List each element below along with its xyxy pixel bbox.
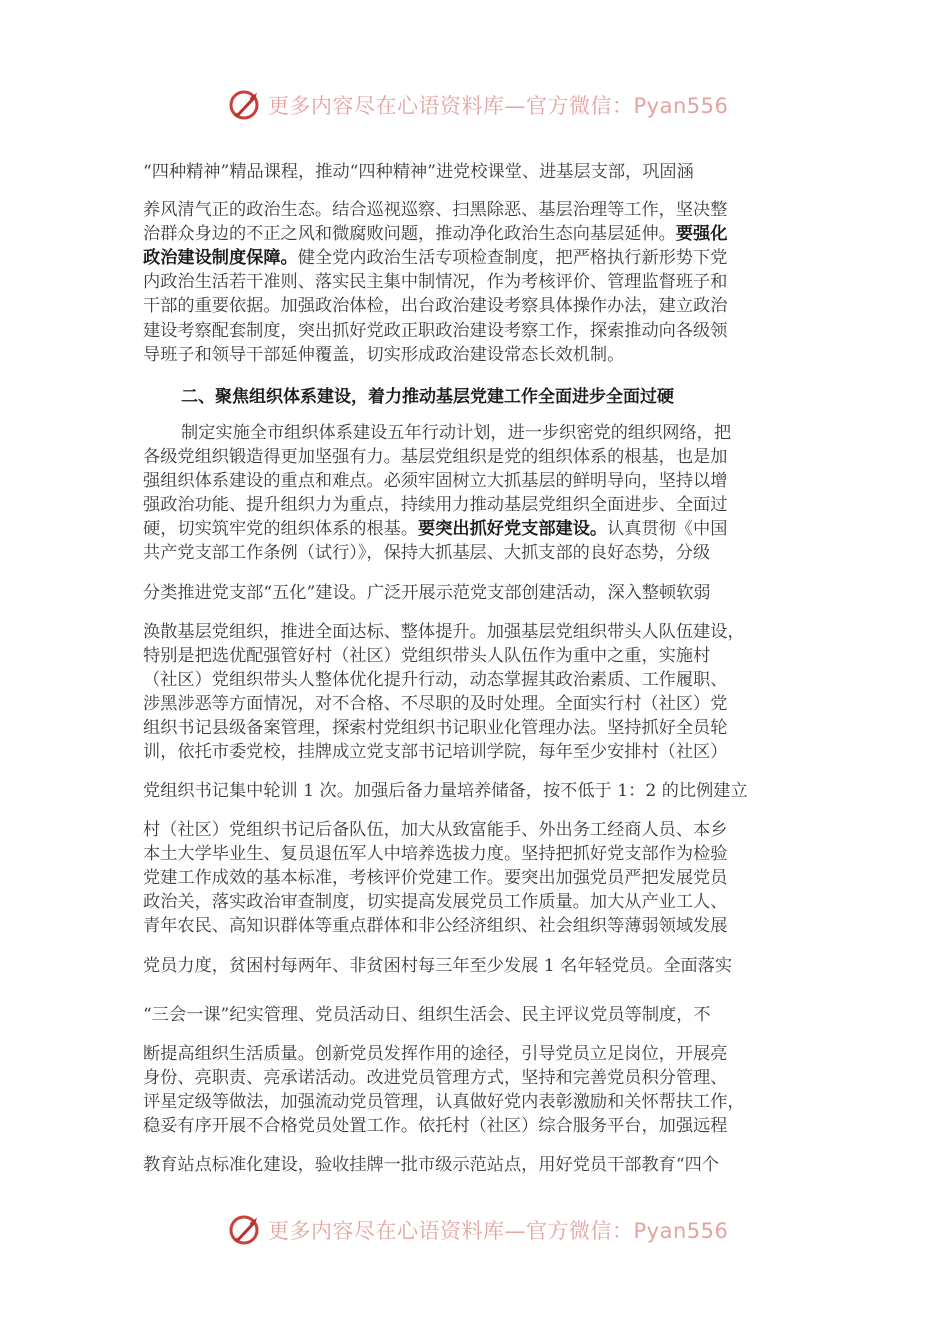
text-line (143, 740, 813, 764)
text-segment: 本土大学毕业生、复员退伍军人中培养选拔力度。坚持把抓好党支部作为检验 (143, 844, 728, 864)
text-segment: 身份、亮职责、亮承诺活动。改进党员管理方式，坚持和完善党员积分管理、 (143, 1068, 728, 1088)
text-line (143, 493, 813, 517)
text-line (143, 668, 813, 692)
text-segment: 党组织书记集中轮训 1 次。加强后备力量培养储备，按不低于 1：2 的比例建立 (143, 781, 748, 801)
text-line (143, 198, 813, 222)
text-segment: 稳妥有序开展不合格党员处置工作。依托村（社区）综合服务平台，加强远程 (143, 1116, 728, 1136)
text-segment: 涣散基层党组织，推进全面达标、整体提升。加强基层党组织带头人队伍建设， (143, 622, 745, 642)
text-segment: 硬，切实筑牢党的组织体系的根基。 (143, 519, 419, 539)
text-segment: 断提高组织生活质量。创新党员发挥作用的途径，引导党员立足岗位，开展亮 (143, 1044, 728, 1064)
footer-banner-text: 更多内容尽在心语资料库—官方微信：Pyan556 (268, 1219, 729, 1243)
text-segment: 涉黑涉恶等方面情况，对不合格、不尽职的及时处理。全面实行村（社区）党 (143, 694, 728, 714)
text-line (143, 343, 813, 367)
text-line (181, 421, 813, 445)
text-segment: 强政治功能、提升组织力为重点，持续用力推动基层党组织全面进步、全面过 (143, 495, 728, 515)
text-segment: 治群众身边的不正之风和微腐败问题，推动净化政治生态向基层延伸。 (143, 224, 676, 244)
bold-text-segment: 要强化 (675, 224, 728, 244)
text-line (143, 1114, 813, 1138)
text-segment: 党建工作成效的基本标准，考核评价党建工作。要突出加强党员严把发展党员 (143, 868, 728, 888)
text-segment: 共产党支部工作条例（试行）》，保持大抓基层、大抓支部的良好态势，分级 (143, 543, 711, 563)
text-line (143, 914, 813, 938)
text-line (143, 620, 813, 644)
text-segment: （社区）党组织带头人整体优化提升行动，动态掌握其政治素质、工作履职、 (143, 670, 728, 690)
text-line (143, 644, 813, 668)
text-segment: 青年农民、高知识群体等重点群体和非公经济组织、社会组织等薄弱领域发展 (143, 916, 728, 936)
bold-text-segment: 政治建设制度保障。 (143, 248, 298, 268)
text-segment: 干部的重要依据。加强政治体检，出台政治建设考察具体操作办法，建立政治 (143, 296, 728, 316)
text-segment: 强组织体系建设的重点和难点。必须牢固树立大抓基层的鲜明导向，坚持以增 (143, 471, 728, 491)
text-line (143, 517, 813, 541)
text-line (143, 692, 813, 716)
text-line (143, 294, 813, 318)
text-line (143, 866, 813, 890)
text-segment: 认真贯彻《中国 (607, 519, 728, 539)
text-line (143, 270, 813, 294)
text-segment: 组织书记县级备案管理，探索村党组织书记职业化管理办法。坚持抓好全员轮 (143, 718, 728, 738)
text-segment: 各级党组织锻造得更加坚强有力。基层党组织是党的组织体系的根基，也是加 (143, 447, 728, 467)
text-line (143, 954, 813, 978)
header-banner (228, 86, 748, 124)
text-segment: 导班子和领导干部延伸覆盖，切实形成政治建设常态长效机制。 (143, 345, 625, 365)
text-line (143, 1042, 813, 1066)
bold-text-segment: 要突出抓好党支部建设。 (418, 519, 608, 539)
text-segment: “三会一课”纪实管理、党员活动日、组织生活会、民主评议党员等制度，不 (143, 1005, 711, 1025)
text-line (143, 541, 813, 565)
text-segment: 内政治生活若干准则、落实民主集中制情况，作为考核评价、管理监督班子和 (143, 272, 728, 292)
text-segment: 制定实施全市组织体系建设五年行动计划，进一步织密党的组织网络，把 (181, 423, 732, 443)
text-line (143, 842, 813, 866)
text-segment: 政治关，落实政治审查制度，切实提高发展党员工作质量。加大从产业工人、 (143, 892, 728, 912)
text-segment: 分类推进党支部“五化”建设。广泛开展示范党支部创建活动，深入整顿软弱 (143, 583, 711, 603)
text-line (143, 1066, 813, 1090)
text-segment: 党员力度，贫困村每两年、非贫困村每三年至少发展 1 名年轻党员。全面落实 (143, 956, 733, 976)
text-line (143, 818, 813, 842)
text-segment: 训，依托市委党校，挂牌成立党支部书记培训学院，每年至少安排村（社区） (143, 742, 728, 762)
text-line (143, 319, 813, 343)
footer-banner (228, 1211, 748, 1249)
text-line (143, 1153, 813, 1177)
section-heading (181, 385, 813, 409)
bold-text-segment: 二、聚焦组织体系建设，着力推动基层党建工作全面进步全面过硬 (181, 387, 674, 407)
text-line (143, 581, 813, 605)
text-segment: “四种精神”精品课程，推动“四种精神”进党校课堂、进基层支部，巩固涵 (143, 162, 694, 182)
header-banner-text: 更多内容尽在心语资料库—官方微信：Pyan556 (268, 94, 729, 118)
text-line (143, 445, 813, 469)
text-segment: 建设考察配套制度，突出抓好党政正职政治建设考察工作，探索推动向各级领 (143, 321, 728, 341)
text-line (143, 1003, 813, 1027)
text-segment: 评星定级等做法，加强流动党员管理，认真做好党内表彰激励和关怀帮扶工作， (143, 1092, 745, 1112)
text-line (143, 246, 813, 270)
text-segment: 养风清气正的政治生态。结合巡视巡察、扫黑除恶、基层治理等工作，坚决整 (143, 200, 728, 220)
text-line (143, 890, 813, 914)
text-line (143, 716, 813, 740)
text-line (143, 222, 813, 246)
text-segment: 教育站点标准化建设，验收挂牌一批市级示范站点，用好党员干部教育“四个 (143, 1155, 719, 1175)
text-segment: 特别是把选优配强管好村（社区）党组织带头人队伍作为重中之重，实施村 (143, 646, 711, 666)
text-segment: 健全党内政治生活专项检查制度，把严格执行新形势下党 (297, 248, 728, 268)
quill-pen-logo-icon (228, 88, 262, 122)
text-line (143, 1090, 813, 1114)
text-line (143, 160, 813, 184)
text-line (143, 779, 813, 803)
quill-pen-logo-icon (228, 1213, 262, 1247)
text-segment: 村（社区）党组织书记后备队伍，加大从致富能手、外出务工经商人员、本乡 (143, 820, 728, 840)
text-line (143, 469, 813, 493)
